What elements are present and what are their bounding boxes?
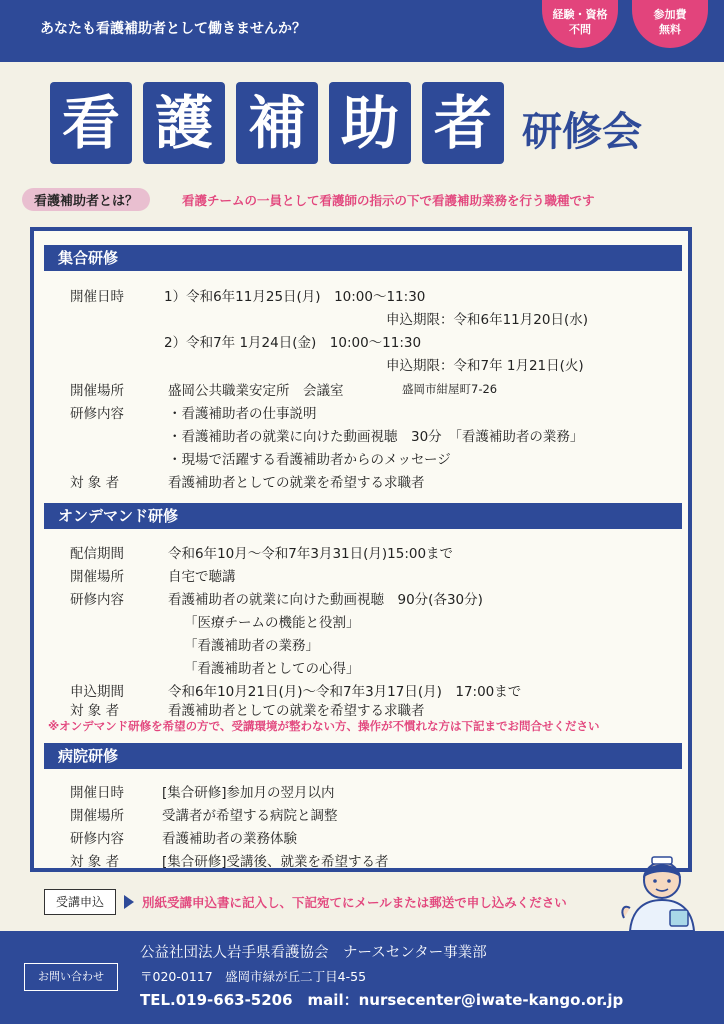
venue-label: 開催場所 xyxy=(70,569,124,585)
session-2-deadline: 申込期限：令和7年 1月21日(火) xyxy=(386,358,584,374)
badge-line-2: 不問 xyxy=(569,23,591,36)
period: 令和6年10月〜令和7年3月31日(月)15:00まで xyxy=(168,546,454,562)
content-label: 研修内容 xyxy=(70,592,124,608)
title-char: 看 xyxy=(50,82,132,164)
content-item: 「医療チームの機能と役割」 xyxy=(184,615,360,631)
definition-label: 看護補助者とは？ xyxy=(22,188,150,211)
ondemand-note: ※オンデマンド研修を希望の方で、受講環境が整わない方、操作が不慣れな方は下記までお問合せください xyxy=(48,719,600,733)
content-item: ・看護補助者の仕事説明 xyxy=(168,406,317,422)
badge-line-2: 無料 xyxy=(659,23,681,36)
venue: 盛岡公共職業安定所 会議室 xyxy=(168,383,344,399)
badge-line-1: 経験・資格 xyxy=(552,8,608,21)
target-label: 対 象 者 xyxy=(70,703,120,719)
content-item: ・看護補助者の就業に向けた動画視聴 30分 「看護補助者の業務」 xyxy=(168,429,584,445)
arrow-right-icon xyxy=(124,895,134,909)
contact-tel-mail: TEL.019-663-5206 mail：nursecenter@iwate-kango.or.jp xyxy=(140,991,624,1009)
venue-label: 開催場所 xyxy=(70,383,124,399)
venue: 自宅で聴講 xyxy=(168,569,236,585)
target-label: 対 象 者 xyxy=(70,854,120,870)
date-label: 開催日時 xyxy=(70,785,124,801)
content-item: 看護補助者の就業に向けた動画視聴 90分(各30分) xyxy=(168,592,483,608)
session-1-deadline: 申込期限：令和6年11月20日(水) xyxy=(386,312,588,328)
content: 看護補助者の業務体験 xyxy=(162,831,297,847)
date-label: 開催日時 xyxy=(70,289,124,305)
title-char: 助 xyxy=(329,82,411,164)
apply-period-label: 申込期間 xyxy=(70,684,124,700)
section-header-group: 集合研修 xyxy=(44,245,682,271)
target: 看護補助者としての就業を希望する求職者 xyxy=(168,703,425,719)
venue-label: 開催場所 xyxy=(70,808,124,824)
target: 看護補助者としての就業を希望する求職者 xyxy=(168,475,425,491)
content-label: 研修内容 xyxy=(70,831,124,847)
badge-line-1: 参加費 xyxy=(653,8,687,21)
content-label: 研修内容 xyxy=(70,406,124,422)
training-details-box xyxy=(30,227,692,872)
session-1-date: 1）令和6年11月25日(月) 10:00〜11:30 xyxy=(164,289,426,305)
session-2-date: 2）令和7年 1月24日(金) 10:00〜11:30 xyxy=(164,335,422,351)
apply-label: 受講申込 xyxy=(44,889,116,915)
target: [集合研修]受講後、就業を希望する者 xyxy=(162,854,389,870)
title-suffix: 研修会 xyxy=(522,109,642,155)
apply-period: 令和6年10月21日(月)〜令和7年3月17日(月) 17:00まで xyxy=(168,684,522,700)
date: [集合研修]参加月の翌月以内 xyxy=(162,785,335,801)
content-item: 「看護補助者としての心得」 xyxy=(184,661,360,677)
section-header-hospital: 病院研修 xyxy=(44,743,682,769)
tagline: あなたも看護補助者として働きませんか？ xyxy=(40,21,306,37)
content-item: ・現場で活躍する看護補助者からのメッセージ xyxy=(168,452,451,468)
venue-address: 盛岡市紺屋町7-26 xyxy=(402,382,498,396)
target-label: 対 象 者 xyxy=(70,475,120,491)
footer xyxy=(0,931,724,1024)
period-label: 配信期間 xyxy=(70,546,124,562)
title-char: 護 xyxy=(143,82,225,164)
venue: 受講者が希望する病院と調整 xyxy=(162,808,338,824)
address: 〒020-0117 盛岡市緑が丘二丁目4-55 xyxy=(140,969,367,984)
contact-label: お問い合わせ xyxy=(24,963,118,991)
title-char: 補 xyxy=(236,82,318,164)
nurse-illustration-icon xyxy=(612,848,712,931)
content-item: 「看護補助者の業務」 xyxy=(184,638,319,654)
section-header-ondemand: オンデマンド研修 xyxy=(44,503,682,529)
apply-instructions: 別紙受講申込書に記入し、下記宛てにメールまたは郵送で申し込みください xyxy=(142,895,567,910)
title-char: 者 xyxy=(422,82,504,164)
organization-name: 公益社団法人岩手県看護協会 ナースセンター事業部 xyxy=(140,945,487,961)
definition-text: 看護チームの一員として看護師の指示の下で看護補助業務を行う職種です xyxy=(182,193,595,208)
